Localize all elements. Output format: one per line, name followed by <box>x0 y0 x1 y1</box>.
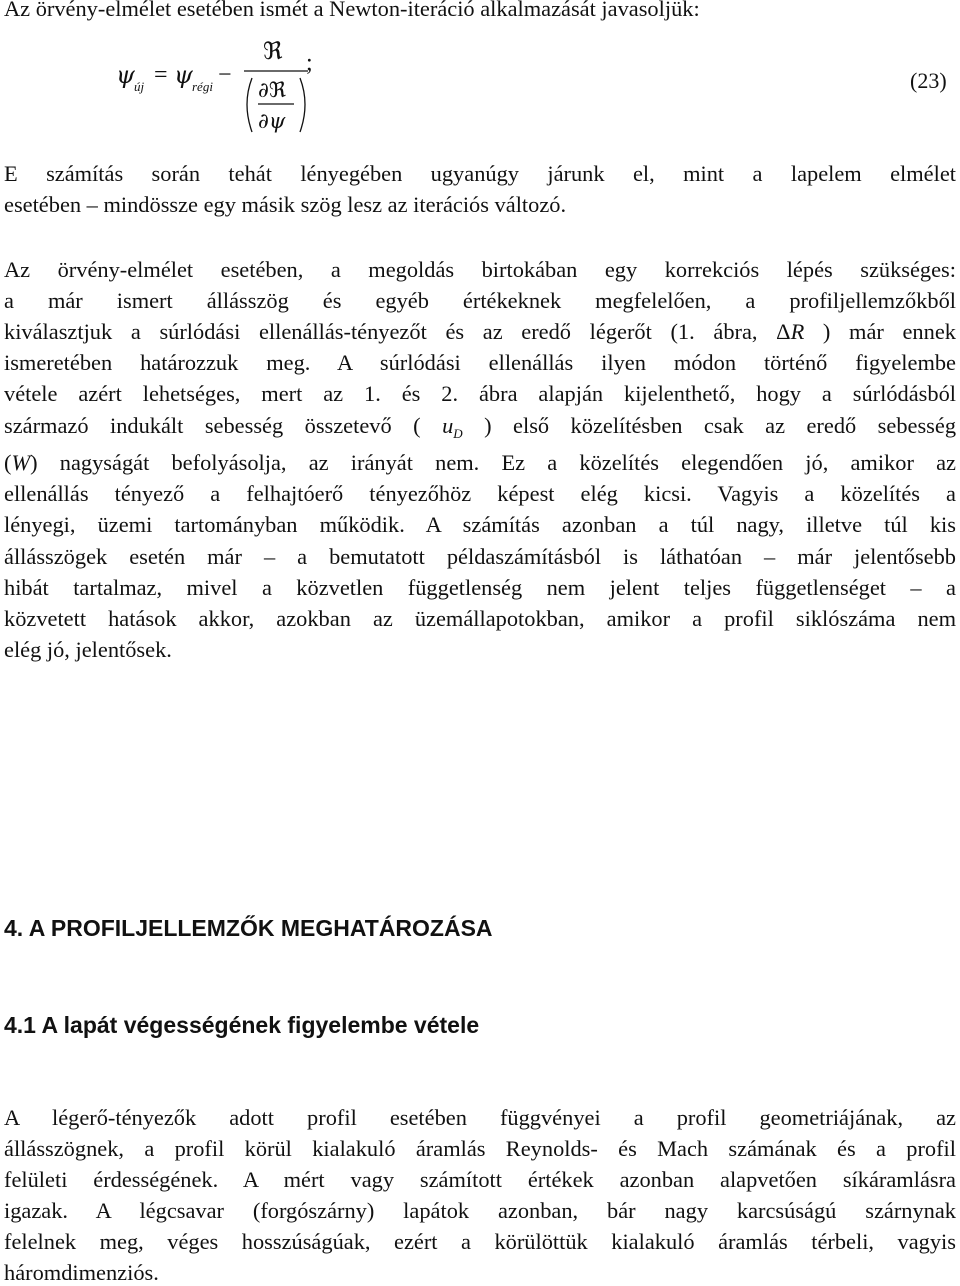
section-heading: 4. A PROFILJELLEMZŐK MEGHATÁROZÁSA <box>4 915 493 941</box>
paragraph-3-line-1: A légerő-tényezők adott profil esetében függvényei a profil geometriájának, az <box>4 1105 956 1130</box>
paragraph-2-line-2: a már ismert állásszög és egyéb értékeknek megfelelően, a profiljellemzőkből <box>4 288 956 313</box>
paragraph-1-line-2: esetében – mindössze egy másik szög lesz az iterációs változó. <box>4 192 567 217</box>
paragraph-2-line-5: vétele azért lehetséges, mert az 1. és 2. ábra alapján kijelenthető, hogy a súrlódásból <box>4 381 956 406</box>
paragraph-3-line-3: felületi érdességének. A mért vagy számított értékek azonban alapvetően síkáramlásra <box>4 1167 956 1192</box>
delta-symbol: Δ <box>776 319 791 344</box>
paragraph-3-line-6: háromdimenziós. <box>4 1260 159 1285</box>
subsection-heading: 4.1 A lapát végességének figyelembe vétele <box>4 1012 480 1038</box>
w-symbol: W <box>11 450 31 475</box>
paragraph-2-line-8: ellenállás tényező a felhajtóerő tényezőhöz képest elég kicsi. Vagyis a közelítés a <box>4 481 956 506</box>
psi-new-subscript: új <box>134 79 145 94</box>
paragraph-2-line-9: lényegi, üzemi tartományban működik. A számítás azonban a túl nagy, illetve túl kis <box>4 512 956 537</box>
paragraph-2-line-1: Az örvény-elmélet esetében, a megoldás birtokában egy korrekciós lépés szükséges: <box>4 257 956 282</box>
psi-old-symbol: ψ <box>174 61 193 89</box>
u-symbol: u <box>442 413 454 438</box>
equals-sign: = <box>154 62 168 88</box>
psi-old-subscript: régi <box>192 79 213 94</box>
equation-23 <box>4 32 956 142</box>
paragraph-2-line-12: közvetett hatások akkor, azokban az üzemállapotokban, amikor a profil siklószáma nem <box>4 606 956 631</box>
minus-sign: − <box>218 62 232 88</box>
intro-line: Az örvény-elmélet esetében ismét a Newton-iteráció alkalmazását javasoljük: <box>4 0 700 21</box>
paragraph-3-line-4: igazak. A légcsavar (forgószárny) lapátok azonban, bár nagy karcsúságú szárnynak <box>4 1198 956 1223</box>
paragraph-2-line-7: (W) nagyságát befolyásolja, az irányát nem. Ez a közelítés elegendően jó, amikor az <box>4 450 956 475</box>
semicolon: ; <box>306 50 313 76</box>
equation-number: (23) <box>910 68 947 93</box>
inner-numerator: ∂ℜ <box>258 78 286 102</box>
paragraph-2-line-4: ismeretében határozzuk meg. A súrlódási ellenállás ilyen módon történő figyelembe <box>4 350 956 375</box>
psi-new-symbol: ψ <box>116 61 135 89</box>
paragraph-3-line-5: felelnek meg, véges hosszúságúak, ezért a körülöttük kialakuló áramlás térbeli, vagyis <box>4 1229 956 1254</box>
paragraph-1-line-1: E számítás során tehát lényegében ugyanúgy járunk el, mint a lapelem elmélet <box>4 161 956 186</box>
r-symbol: R <box>790 319 805 344</box>
paragraph-2-line-11: hibát tartalmaz, mivel a közvetlen függetlenség nem jelent teljes függetlenséget – a <box>4 575 956 600</box>
inner-denominator: ∂ψ <box>258 109 286 133</box>
u-subscript: D <box>453 426 463 441</box>
paragraph-2-line-10: állásszögek esetén már – a bemutatott példaszámításból is láthatóan – már jelentősebb <box>4 544 956 569</box>
paragraph-2-line-3: kiválasztjuk a súrlódási ellenállás-tényezőt és az eredő légerőt (1. ábra, ΔR ) már ennek <box>4 319 956 344</box>
paragraph-2-line-6: származó indukált sebesség összetevő ( $u_D$ ) első közelítésben csak az eredő sebesség <box>4 413 957 441</box>
paragraph-3-line-2: állásszögnek, a profil körül kialakuló áramlás Reynolds- és Mach számának és a profil <box>4 1136 956 1161</box>
fraction-numerator: ℜ <box>263 37 283 65</box>
paragraph-2-line-13: elég jó, jelentősek. <box>4 637 172 662</box>
